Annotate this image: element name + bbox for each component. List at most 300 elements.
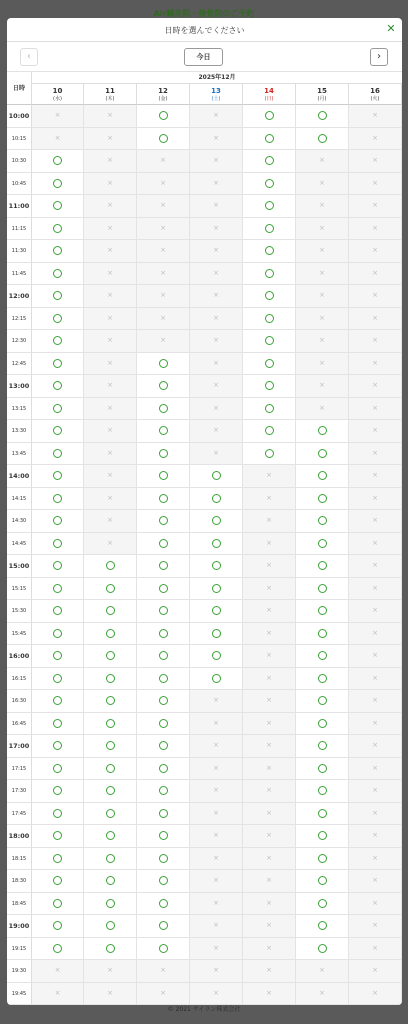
available-circle-icon (53, 651, 62, 660)
close-icon[interactable]: ✕ (386, 22, 396, 35)
slot-available[interactable] (243, 263, 296, 286)
slot-available[interactable] (296, 893, 349, 916)
slot-available[interactable] (84, 803, 137, 826)
unavailable-cross-icon: × (107, 381, 113, 390)
slot-available[interactable] (190, 533, 243, 556)
slot-available[interactable] (296, 735, 349, 758)
slot-available[interactable] (32, 645, 84, 668)
time-label: 13:30 (7, 420, 32, 443)
unavailable-cross-icon: × (319, 156, 325, 165)
slot-unavailable (190, 375, 243, 398)
available-circle-icon (265, 156, 274, 165)
slot-available[interactable] (84, 735, 137, 758)
unavailable-cross-icon: × (213, 426, 219, 435)
slot-available[interactable] (32, 263, 84, 286)
day-weekday: (土) (211, 96, 221, 102)
time-label: 15:15 (7, 578, 32, 601)
slot-available[interactable] (84, 938, 137, 961)
slot-available[interactable] (243, 308, 296, 331)
slot-available[interactable] (32, 690, 84, 713)
unavailable-cross-icon: × (213, 358, 219, 367)
slot-available[interactable] (243, 285, 296, 308)
unavailable-cross-icon: × (213, 763, 219, 772)
unavailable-cross-icon: × (372, 403, 378, 412)
slot-available[interactable] (32, 420, 84, 443)
unavailable-cross-icon: × (319, 201, 325, 210)
time-label: 18:30 (7, 870, 32, 893)
slot-available[interactable] (137, 105, 190, 128)
unavailable-cross-icon: × (107, 291, 113, 300)
slot-available[interactable] (137, 758, 190, 781)
slot-unavailable (84, 488, 137, 511)
slot-available[interactable] (296, 668, 349, 691)
day-weekday: (月) (317, 96, 327, 102)
day-weekday: (火) (370, 96, 380, 102)
slot-available[interactable] (296, 420, 349, 443)
slot-unavailable (190, 240, 243, 263)
slot-unavailable (32, 128, 84, 151)
slot-available[interactable] (32, 510, 84, 533)
slot-available[interactable] (137, 645, 190, 668)
slot-available[interactable] (137, 915, 190, 938)
next-week-button[interactable] (370, 48, 388, 66)
available-circle-icon (159, 606, 168, 615)
slot-available[interactable] (32, 443, 84, 466)
slot-unavailable (243, 533, 296, 556)
slot-available[interactable] (137, 375, 190, 398)
slot-available[interactable] (296, 825, 349, 848)
unavailable-cross-icon: × (266, 628, 272, 637)
slot-available[interactable] (243, 195, 296, 218)
slot-available[interactable] (190, 623, 243, 646)
time-label: 16:45 (7, 713, 32, 736)
unavailable-cross-icon: × (266, 741, 272, 750)
slot-unavailable (243, 915, 296, 938)
slot-available[interactable] (32, 353, 84, 376)
slot-available[interactable] (32, 938, 84, 961)
slot-unavailable (243, 803, 296, 826)
slot-unavailable (349, 398, 402, 421)
available-circle-icon (106, 629, 115, 638)
available-circle-icon (159, 426, 168, 435)
slot-available[interactable] (137, 938, 190, 961)
available-circle-icon (53, 471, 62, 480)
slot-available[interactable] (243, 105, 296, 128)
slot-available[interactable] (137, 623, 190, 646)
unavailable-cross-icon: × (107, 268, 113, 277)
slot-available[interactable] (190, 465, 243, 488)
unavailable-cross-icon: × (107, 313, 113, 322)
slot-available[interactable] (137, 713, 190, 736)
slot-unavailable (84, 128, 137, 151)
slot-unavailable (190, 893, 243, 916)
unavailable-cross-icon: × (213, 853, 219, 862)
slot-unavailable (243, 623, 296, 646)
slot-available[interactable] (190, 488, 243, 511)
time-label: 17:30 (7, 780, 32, 803)
time-label: 14:00 (7, 465, 32, 488)
slot-available[interactable] (32, 308, 84, 331)
slot-available[interactable] (137, 420, 190, 443)
unavailable-cross-icon: × (266, 606, 272, 615)
day-header (84, 84, 137, 105)
available-circle-icon (159, 876, 168, 885)
unavailable-cross-icon: × (372, 178, 378, 187)
unavailable-cross-icon: × (213, 741, 219, 750)
slot-unavailable (349, 510, 402, 533)
available-circle-icon (265, 381, 274, 390)
slot-unavailable (349, 645, 402, 668)
slot-available[interactable] (32, 195, 84, 218)
slot-available[interactable] (296, 623, 349, 646)
copyright-footer: © 2021 サイラン株式会社 (167, 1006, 241, 1013)
unavailable-cross-icon: × (266, 898, 272, 907)
unavailable-cross-icon: × (266, 583, 272, 592)
slot-available[interactable] (296, 510, 349, 533)
slot-unavailable (137, 263, 190, 286)
slot-available[interactable] (243, 398, 296, 421)
slot-available[interactable] (32, 488, 84, 511)
time-label: 11:45 (7, 263, 32, 286)
unavailable-cross-icon: × (213, 831, 219, 840)
unavailable-cross-icon: × (107, 516, 113, 525)
time-label: 10:15 (7, 128, 32, 151)
available-circle-icon (53, 899, 62, 908)
unavailable-cross-icon: × (213, 943, 219, 952)
slot-available[interactable] (243, 443, 296, 466)
time-label: 19:00 (7, 915, 32, 938)
available-circle-icon (106, 921, 115, 930)
slot-available[interactable] (137, 465, 190, 488)
slot-unavailable (243, 983, 296, 1006)
available-circle-icon (159, 831, 168, 840)
unavailable-cross-icon: × (160, 223, 166, 232)
slot-available[interactable] (296, 488, 349, 511)
slot-available[interactable] (137, 533, 190, 556)
day-header (243, 84, 296, 105)
available-circle-icon (265, 336, 274, 345)
unavailable-cross-icon: × (213, 156, 219, 165)
slot-unavailable (190, 308, 243, 331)
slot-available[interactable] (296, 443, 349, 466)
unavailable-cross-icon: × (266, 808, 272, 817)
slot-available[interactable] (243, 240, 296, 263)
slot-unavailable (190, 825, 243, 848)
slot-available[interactable] (32, 330, 84, 353)
slot-available[interactable] (84, 780, 137, 803)
unavailable-cross-icon: × (213, 246, 219, 255)
unavailable-cross-icon: × (107, 201, 113, 210)
available-circle-icon (53, 854, 62, 863)
slot-unavailable (84, 420, 137, 443)
slot-available[interactable] (137, 825, 190, 848)
slot-available[interactable] (243, 173, 296, 196)
slot-available[interactable] (296, 645, 349, 668)
slot-available[interactable] (84, 600, 137, 623)
unavailable-cross-icon: × (372, 381, 378, 390)
available-circle-icon (106, 764, 115, 773)
slot-available[interactable] (32, 848, 84, 871)
slot-available[interactable] (84, 870, 137, 893)
unavailable-cross-icon: × (107, 223, 113, 232)
available-circle-icon (159, 854, 168, 863)
unavailable-cross-icon: × (160, 988, 166, 997)
slot-available[interactable] (84, 915, 137, 938)
unavailable-cross-icon: × (372, 223, 378, 232)
slot-available[interactable] (243, 150, 296, 173)
slot-available[interactable] (137, 443, 190, 466)
date-picker-modal (7, 18, 402, 1005)
slot-available[interactable] (190, 555, 243, 578)
slot-available[interactable] (32, 825, 84, 848)
chevron-right-icon: › (377, 51, 381, 62)
slot-unavailable (349, 960, 402, 983)
slot-unavailable (84, 218, 137, 241)
available-circle-icon (318, 809, 327, 818)
time-label: 18:15 (7, 848, 32, 871)
slot-available[interactable] (32, 893, 84, 916)
slot-available[interactable] (296, 803, 349, 826)
slot-available[interactable] (32, 398, 84, 421)
time-label: 19:30 (7, 960, 32, 983)
unavailable-cross-icon: × (266, 763, 272, 772)
slot-available[interactable] (190, 600, 243, 623)
available-circle-icon (265, 269, 274, 278)
unavailable-cross-icon: × (372, 966, 378, 975)
slot-available[interactable] (32, 465, 84, 488)
slot-unavailable (190, 780, 243, 803)
slot-unavailable (349, 893, 402, 916)
available-circle-icon (159, 764, 168, 773)
slot-available[interactable] (296, 758, 349, 781)
slot-available[interactable] (296, 128, 349, 151)
slot-available[interactable] (296, 780, 349, 803)
time-label: 12:00 (7, 285, 32, 308)
slot-available[interactable] (32, 285, 84, 308)
unavailable-cross-icon: × (160, 178, 166, 187)
slot-unavailable (190, 128, 243, 151)
unavailable-cross-icon: × (107, 133, 113, 142)
slot-available[interactable] (137, 600, 190, 623)
slot-unavailable (190, 218, 243, 241)
unavailable-cross-icon: × (372, 898, 378, 907)
available-circle-icon (106, 786, 115, 795)
slot-available[interactable] (296, 848, 349, 871)
slot-available[interactable] (84, 555, 137, 578)
slot-available[interactable] (84, 645, 137, 668)
slot-available[interactable] (137, 128, 190, 151)
slot-available[interactable] (243, 353, 296, 376)
slot-available[interactable] (137, 398, 190, 421)
chevron-left-icon: ‹ (27, 51, 31, 62)
slot-unavailable (243, 578, 296, 601)
slot-unavailable (296, 960, 349, 983)
day-header (190, 84, 243, 105)
slot-available[interactable] (32, 375, 84, 398)
slot-available[interactable] (137, 510, 190, 533)
unavailable-cross-icon: × (372, 921, 378, 930)
slot-unavailable (190, 803, 243, 826)
time-label: 10:45 (7, 173, 32, 196)
slot-available[interactable] (296, 713, 349, 736)
day-header (137, 84, 190, 105)
slot-available[interactable] (137, 780, 190, 803)
time-label: 10:30 (7, 150, 32, 173)
unavailable-cross-icon: × (372, 988, 378, 997)
available-circle-icon (265, 224, 274, 233)
today-button[interactable]: 今日 (184, 48, 223, 66)
slot-available[interactable] (243, 128, 296, 151)
slot-available[interactable] (243, 375, 296, 398)
slot-available[interactable] (84, 578, 137, 601)
available-circle-icon (159, 539, 168, 548)
slot-available[interactable] (190, 510, 243, 533)
slot-available[interactable] (84, 758, 137, 781)
slot-available[interactable] (296, 938, 349, 961)
slot-unavailable (84, 330, 137, 353)
slot-available[interactable] (296, 578, 349, 601)
unavailable-cross-icon: × (372, 651, 378, 660)
unavailable-cross-icon: × (107, 426, 113, 435)
day-number: 15 (317, 87, 327, 95)
slot-available[interactable] (32, 600, 84, 623)
available-circle-icon (53, 674, 62, 683)
slot-available[interactable] (296, 870, 349, 893)
slot-unavailable (32, 105, 84, 128)
slot-available[interactable] (296, 915, 349, 938)
slot-available[interactable] (296, 555, 349, 578)
slot-unavailable (190, 105, 243, 128)
unavailable-cross-icon: × (372, 583, 378, 592)
unavailable-cross-icon: × (107, 403, 113, 412)
slot-unavailable (243, 870, 296, 893)
available-circle-icon (212, 539, 221, 548)
slot-available[interactable] (32, 915, 84, 938)
slot-available[interactable] (296, 600, 349, 623)
slot-unavailable (349, 105, 402, 128)
unavailable-cross-icon: × (266, 921, 272, 930)
available-circle-icon (265, 111, 274, 120)
slot-available[interactable] (32, 870, 84, 893)
slot-available[interactable] (32, 173, 84, 196)
slot-available[interactable] (137, 870, 190, 893)
available-circle-icon (318, 606, 327, 615)
unavailable-cross-icon: × (372, 313, 378, 322)
slot-unavailable (137, 150, 190, 173)
slot-available[interactable] (296, 465, 349, 488)
slot-available[interactable] (190, 578, 243, 601)
slot-available[interactable] (84, 848, 137, 871)
slot-available[interactable] (32, 150, 84, 173)
slot-available[interactable] (137, 555, 190, 578)
slot-available[interactable] (32, 240, 84, 263)
slot-available[interactable] (32, 668, 84, 691)
slot-available[interactable] (32, 533, 84, 556)
available-circle-icon (318, 494, 327, 503)
available-circle-icon (53, 246, 62, 255)
slot-available[interactable] (296, 105, 349, 128)
slot-available[interactable] (32, 218, 84, 241)
slot-available[interactable] (32, 555, 84, 578)
available-circle-icon (106, 719, 115, 728)
available-circle-icon (159, 516, 168, 525)
slot-available[interactable] (32, 803, 84, 826)
unavailable-cross-icon: × (372, 673, 378, 682)
slot-available[interactable] (296, 533, 349, 556)
slot-unavailable (349, 600, 402, 623)
slot-unavailable (243, 465, 296, 488)
slot-unavailable (296, 263, 349, 286)
slot-unavailable (84, 353, 137, 376)
slot-available[interactable] (84, 713, 137, 736)
available-circle-icon (318, 539, 327, 548)
slot-available[interactable] (190, 668, 243, 691)
slot-available[interactable] (137, 668, 190, 691)
slot-available[interactable] (32, 780, 84, 803)
slot-available[interactable] (32, 713, 84, 736)
available-circle-icon (159, 921, 168, 930)
available-circle-icon (159, 809, 168, 818)
slot-unavailable (349, 758, 402, 781)
unavailable-cross-icon: × (160, 201, 166, 210)
unavailable-cross-icon: × (266, 876, 272, 885)
slot-available[interactable] (296, 690, 349, 713)
slot-unavailable (32, 960, 84, 983)
slot-available[interactable] (137, 690, 190, 713)
slot-available[interactable] (32, 578, 84, 601)
slot-available[interactable] (137, 353, 190, 376)
slot-available[interactable] (84, 623, 137, 646)
slot-available[interactable] (137, 893, 190, 916)
slot-available[interactable] (137, 488, 190, 511)
unavailable-cross-icon: × (107, 336, 113, 345)
slot-unavailable (349, 218, 402, 241)
available-circle-icon (318, 899, 327, 908)
available-circle-icon (53, 494, 62, 503)
day-number: 13 (211, 87, 221, 95)
slot-available[interactable] (137, 848, 190, 871)
unavailable-cross-icon: × (107, 988, 113, 997)
available-circle-icon (159, 404, 168, 413)
slot-available[interactable] (32, 735, 84, 758)
prev-week-button[interactable] (20, 48, 38, 66)
time-label: 10:00 (7, 105, 32, 128)
slot-available[interactable] (243, 218, 296, 241)
available-circle-icon (318, 111, 327, 120)
slot-unavailable (84, 533, 137, 556)
slot-unavailable (190, 263, 243, 286)
slot-unavailable (190, 758, 243, 781)
slot-available[interactable] (84, 668, 137, 691)
slot-available[interactable] (32, 758, 84, 781)
slot-available[interactable] (84, 825, 137, 848)
slot-available[interactable] (137, 735, 190, 758)
slot-available[interactable] (137, 578, 190, 601)
slot-available[interactable] (190, 645, 243, 668)
slot-available[interactable] (84, 893, 137, 916)
slot-unavailable (137, 218, 190, 241)
unavailable-cross-icon: × (54, 133, 61, 142)
unavailable-cross-icon: × (372, 831, 378, 840)
slot-available[interactable] (84, 690, 137, 713)
unavailable-cross-icon: × (372, 471, 378, 480)
unavailable-cross-icon: × (213, 178, 219, 187)
slot-available[interactable] (243, 330, 296, 353)
slot-available[interactable] (243, 420, 296, 443)
slot-available[interactable] (32, 623, 84, 646)
slot-available[interactable] (137, 803, 190, 826)
unavailable-cross-icon: × (266, 696, 272, 705)
